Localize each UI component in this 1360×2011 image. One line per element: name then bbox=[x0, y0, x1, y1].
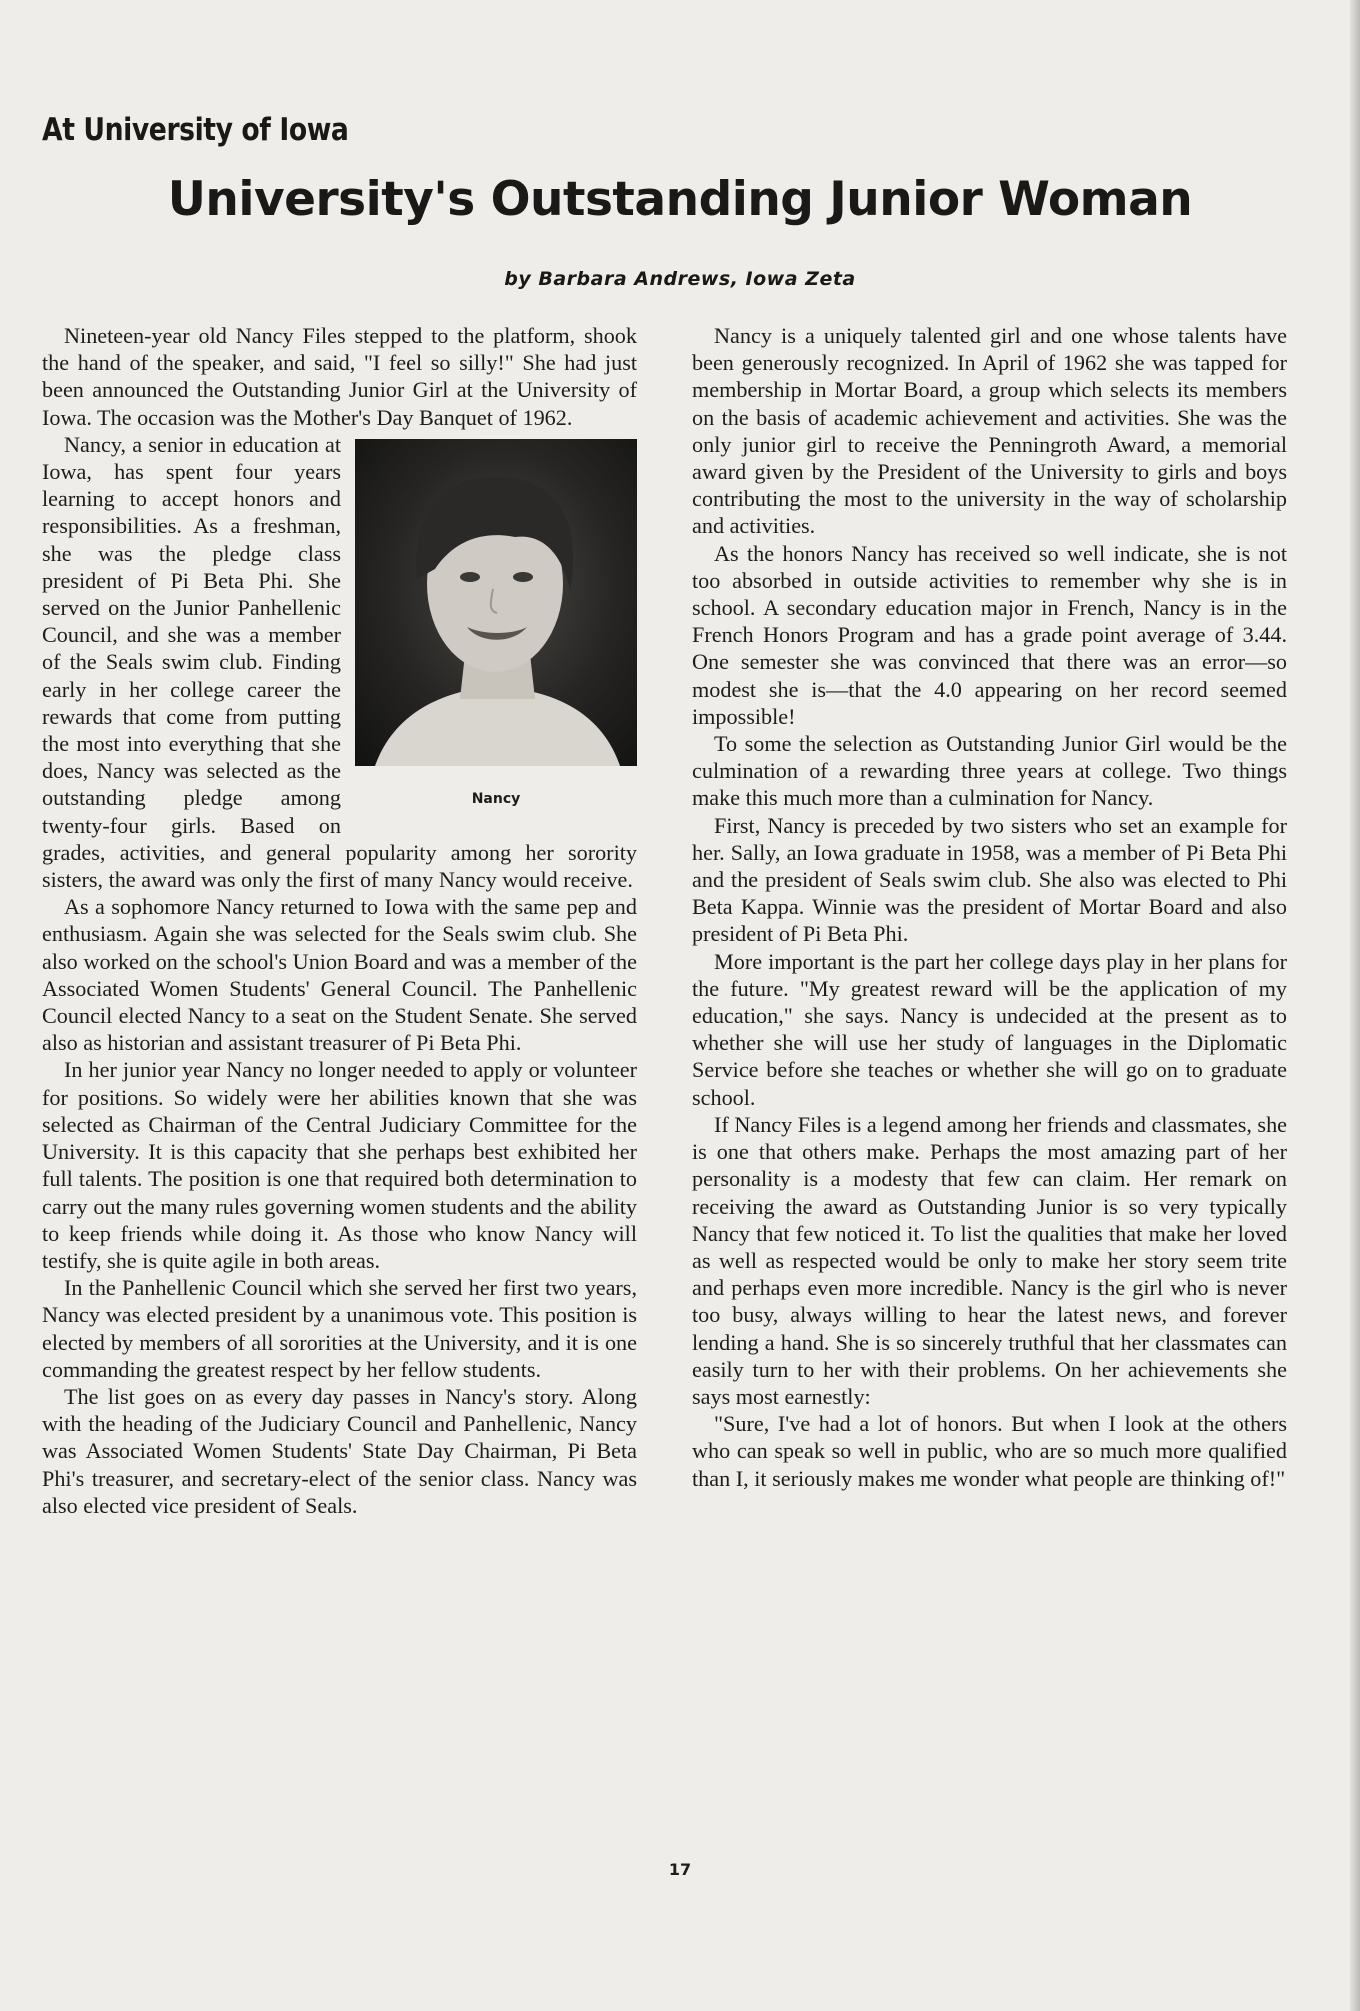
left-paragraph-5: In the Panhellenic Council which she served her first two years, Nancy was elected president by a unanimous vote. This position is elected by members of all sororities at the University, and it is one commanding the greatest respect by her fellow students. bbox=[42, 1275, 637, 1382]
left-paragraph-4: In her junior year Nancy no longer needed to apply or volunteer for positions. So widely were her abilities known that she was selected as Chairman of the Central Judiciary Committee for the University. It is this capacity that she perhaps best exhibited her full talents. The position is one that required both determination to carry out the many rules governing women students and the ability to keep friends while doing it. As those who know Nancy will testify, she is quite agile in both areas. bbox=[42, 1057, 637, 1273]
right-paragraph-1: Nancy is a uniquely talented girl and one whose talents have been generously recognized. In April of 1962 she was tapped for membership in Mortar Board, a group which selects its members on the basis of academic achievement and activities. She was the only junior girl to receive the Penningroth Award, a memorial award given by the President of the University to girls and boys contributing the most to the university in the way of scholarship and activities. bbox=[692, 323, 1287, 539]
left-paragraph-6: The list goes on as every day passes in Nancy's story. Along with the heading of the Judiciary Council and Panhellenic, Nancy was Associated Women Students' State Day Chairman, Pi Beta Phi's treasurer, and secretary-elect of the senior class. Nancy was also elected vice president of Seals. bbox=[42, 1383, 637, 1518]
photo-figure bbox=[355, 439, 637, 813]
right-paragraph-3: To some the selection as Outstanding Junior Girl would be the culmination of a rewarding three years at college. Two things make this much more than a culmination for Nancy. bbox=[692, 731, 1287, 811]
right-paragraph-6: If Nancy Files is a legend among her friends and classmates, she is one that others make. Perhaps the most amazing part of her personality is a modesty that few can claim. Her remark on receiving the award as Outstanding Junior is so very typically Nancy that few noticed it. To list the qualities that make her loved as well as respected would be only to make her story seem trite and perhaps even more incredible. Nancy is the girl who is never too busy, always willing to hear the latest news, and forever lending a hand. She is so sincerely truthful that her classmates can easily turn to her with their problems. On her achievements she says most earnestly: bbox=[692, 1111, 1288, 1409]
portrait-photo bbox=[355, 439, 637, 766]
left-column bbox=[42, 322, 637, 1519]
photo-caption: Nancy bbox=[471, 790, 521, 807]
right-paragraph-2: As the honors Nancy has received so well indicate, she is not too absorbed in outside activities to remember why she is in school. A secondary education major in French, Nancy is in the French Honors Program and has a grade point average of 3.44. One semester she was convinced that there was an error—so modest she is—that the 4.0 appearing on her record seemed impossible! bbox=[692, 540, 1287, 729]
page-number: 17 bbox=[668, 1860, 692, 1879]
right-paragraph-7: "Sure, I've had a lot of honors. But when I look at the others who can speak so well in public, who are so much more qualified than I, it seriously makes me wonder what people are thinking of!" bbox=[692, 1411, 1287, 1491]
left-paragraph-1: Nineteen-year old Nancy Files stepped to the platform, shook the hand of the speaker, and said, "I feel so silly!" She had just been announced the Outstanding Junior Girl at the University of Iowa. The occasion was the Mother's Day Banquet of 1962. bbox=[42, 323, 637, 430]
page-edge bbox=[1350, 0, 1360, 2011]
section-label: At University of Iowa bbox=[42, 112, 349, 148]
right-paragraph-4: First, Nancy is preceded by two sisters who set an example for her. Sally, an Iowa graduate in 1958, was a member of Pi Beta Phi and the president of Seals swim club. She also was elected to Phi Beta Kappa. Winnie was the president of Mortar Board and also president of Pi Beta Phi. bbox=[692, 812, 1287, 947]
right-paragraph-5: More important is the part her college days play in her plans for the future. "My greatest reward will be the application of my education," she says. Nancy is undecided at the present as to whether she will use her study of languages in the Diplomatic Service before she teaches or whether she will go on to graduate school. bbox=[692, 948, 1287, 1110]
byline: by Barbara Andrews, Iowa Zeta bbox=[504, 268, 856, 290]
left-paragraph-3: As a sophomore Nancy returned to Iowa with the same pep and enthusiasm. Again she was selected for the Seals swim club. She also worked on the school's Union Board and was a member of the Associated Women Students' General Council. The Panhellenic Council elected Nancy to a seat on the Student Senate. She served also as historian and assistant treasurer of Pi Beta Phi. bbox=[42, 894, 637, 1056]
right-column bbox=[692, 322, 1287, 1492]
left-paragraph-2: Nancy, a senior in education at Iowa, has spent four years learning to accept honors and responsibilities. As a freshman, she was the pledge class president of Pi Beta Phi. She served on the Junior Panhellenic Council, and she was a member of the Seals swim club. Finding early in her college career the rewards that come from putting the most into everything that she does, Nancy was selected as the outstanding pledge among twenty-four girls. Based on grades, activities, and general popularity among her sorority sisters, the award was only the first of many Nancy would receive. bbox=[42, 431, 637, 893]
portrait-image bbox=[355, 439, 637, 766]
article-headline: University's Outstanding Junior Woman bbox=[167, 172, 1193, 227]
